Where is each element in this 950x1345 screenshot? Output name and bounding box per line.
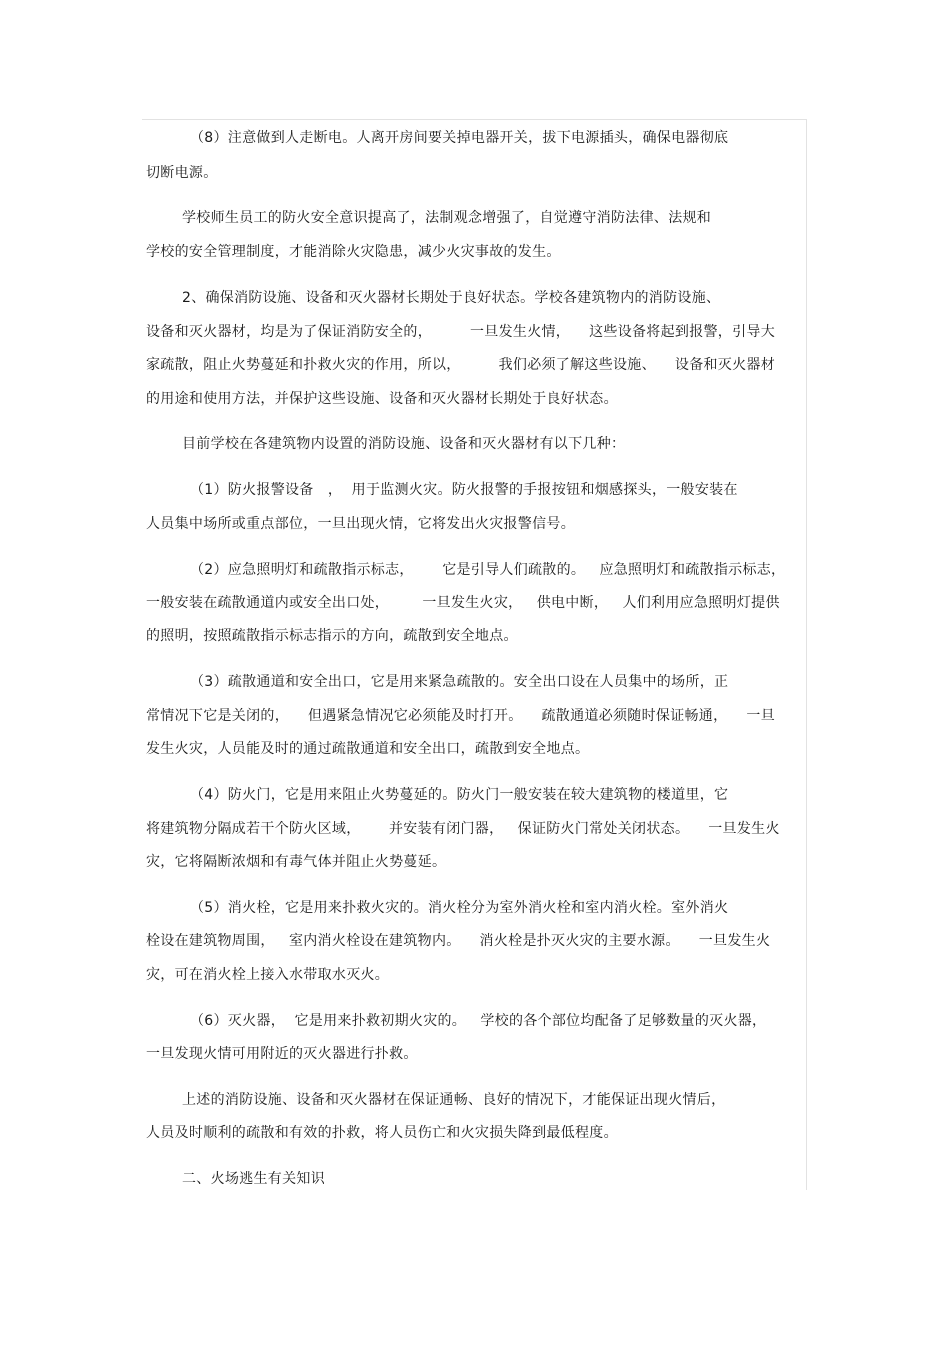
text-line: 学校师生员工的防火安全意识提高了，法制观念增强了，自觉遵守消防法律、法规和 [182,210,712,226]
text-line: 常情况下它是关闭的， 但遇紧急情况它必须能及时打开。 疏散通道必须随时保证畅通， 一旦 [146,708,775,724]
text-line: 的用途和使用方法，并保护这些设施、设备和灭火器材长期处于良好状态。 [146,391,618,407]
text-line: （3）疏散通道和安全出口，它是用来紧急疏散的。安全出口设在人员集中的场所，正 [190,674,729,690]
text-line: 一旦发现火情可用附近的灭火器进行扑救。 [146,1046,418,1062]
text-line: 学校的安全管理制度，才能消除火灾隐患，减少火灾事故的发生。 [146,244,561,260]
text-line: 设备和灭火器材，均是为了保证消防安全的， 一旦发生火情， 这些设备将起到报警，引导大 [146,324,775,340]
text-line: 目前学校在各建筑物内设置的消防设施、设备和灭火器材有以下几种： [182,436,626,452]
section-heading: 二、火场逃生有关知识 [182,1171,325,1187]
text-line: 切断电源。 [146,165,218,181]
text-line: （6）灭火器， 它是用来扑救初期火灾的。 学校的各个部位均配备了足够数量的灭火器， [190,1013,767,1029]
text-line: （5）消火栓，它是用来扑救火灾的。消火栓分为室外消火栓和室内消火栓。室外消火 [190,900,729,916]
text-line: 2、确保消防设施、设备和灭火器材长期处于良好状态。学校各建筑物内的消防设施、 [182,290,721,306]
text-line: （2）应急照明灯和疏散指示标志， 它是引导人们疏散的。 应急照明灯和疏散指示标志， [190,562,786,578]
text-line: （1）防火报警设备 ， 用于监测火灾。防火报警的手报按钮和烟感探头，一般安装在 [190,482,738,498]
text-line: （4）防火门，它是用来阻止火势蔓延的。防火门一般安装在较大建筑物的楼道里，它 [190,787,729,803]
text-line: 灾，它将隔断浓烟和有毒气体并阻止火势蔓延。 [146,854,447,870]
text-line: 发生火灾，人员能及时的通过疏散通道和安全出口，疏散到安全地点。 [146,741,590,757]
text-line: 灾，可在消火栓上接入水带取水灭火。 [146,967,390,983]
text-line: （8）注意做到人走断电。人离开房间要关掉电器开关，拔下电源插头，确保电器彻底 [190,130,729,146]
text-line: 的照明，按照疏散指示标志指示的方向，疏散到安全地点。 [146,628,518,644]
text-line: 栓设在建筑物周围， 室内消火栓设在建筑物内。 消火栓是扑灭火灾的主要水源。 一旦发生火 [146,933,771,949]
text-line: 人员及时顺利的疏散和有效的扑救，将人员伤亡和火灾损失降到最低程度。 [146,1125,618,1141]
text-line: 人员集中场所或重点部位，一旦出现火情，它将发出火灾报警信号。 [146,516,575,532]
text-line: 家疏散，阻止火势蔓延和扑救火灾的作用，所以， 我们必须了解这些设施、 设备和灭火器材 [146,357,775,373]
text-line: 将建筑物分隔成若干个防火区域， 并安装有闭门器， 保证防火门常处关闭状态。 一旦发生火 [146,821,780,837]
text-line: 上述的消防设施、设备和灭火器材在保证通畅、良好的情况下，才能保证出现火情后， [182,1092,726,1108]
text-line: 一般安装在疏散通道内或安全出口处， 一旦发生火灾， 供电中断， 人们利用应急照明灯提供 [146,595,780,611]
